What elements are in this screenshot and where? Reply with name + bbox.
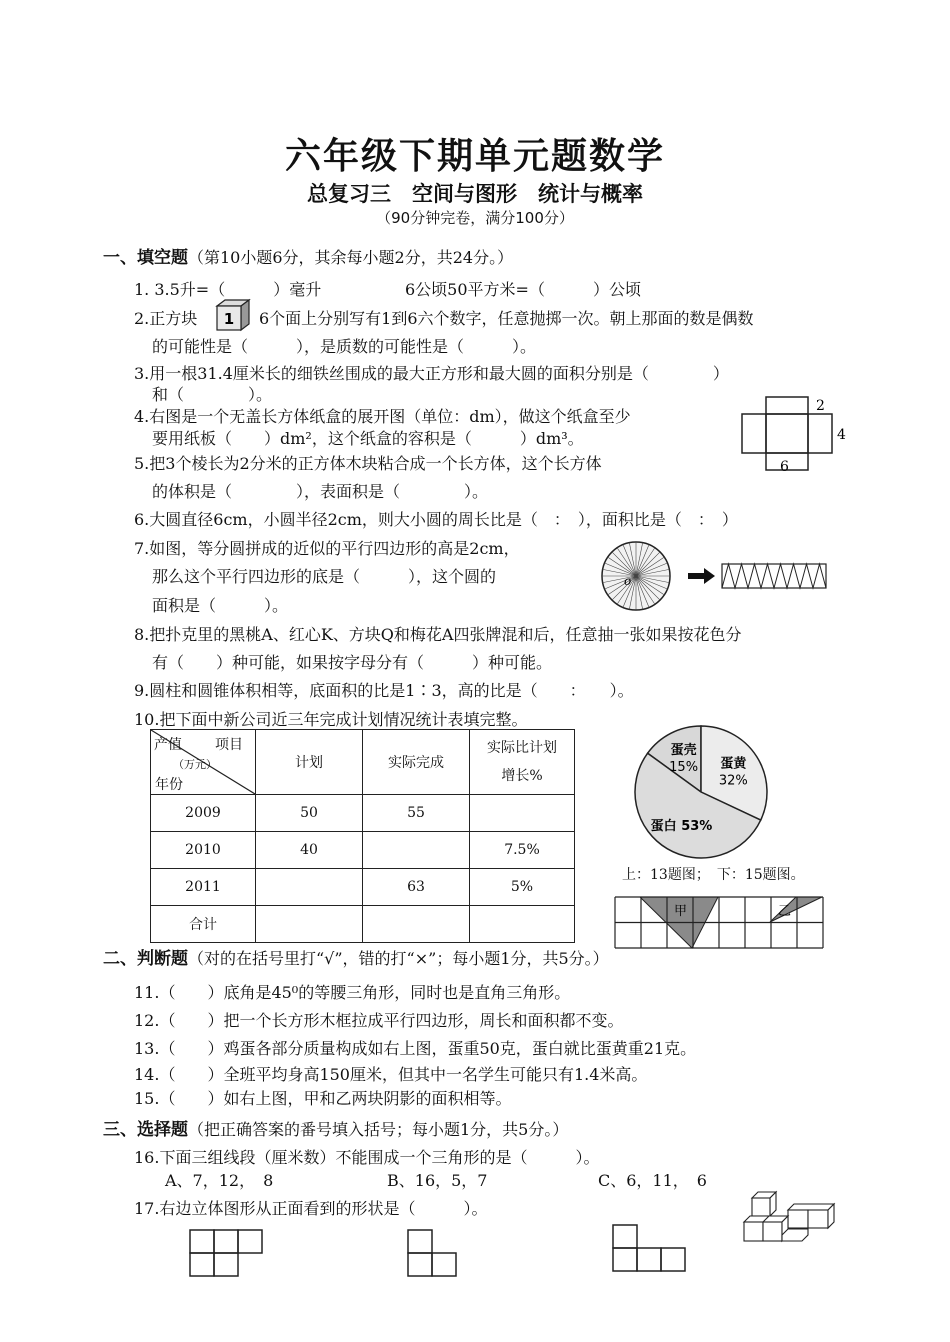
question-16: 16.下面三组线段（厘米数）不能围成一个三角形的是（ ）。 <box>134 1148 600 1167</box>
cell-plan <box>256 869 363 906</box>
cell-year: 2009 <box>151 795 256 832</box>
statistics-table <box>150 729 575 943</box>
question-2c: 的可能性是（ ），是质数的可能性是（ ）。 <box>152 337 537 356</box>
pie-label-1: 蛋黄 32% <box>718 756 748 789</box>
cell-growth <box>470 906 575 943</box>
cell-actual <box>363 832 470 869</box>
header-growth-line1: 实际比计划 <box>487 740 557 756</box>
figure-caption: 上：13题图； 下：15题图。 <box>622 867 805 883</box>
net-label-4: 4 <box>837 427 846 443</box>
question-8a: 8.把扑克里的黑桃A、红心K、方块Q和梅花A四张牌混和后，任意抽一张如果按花色分 <box>134 625 742 644</box>
corner-value: 产值 <box>154 737 182 753</box>
section3-title <box>103 1115 568 1140</box>
egg-pie-chart <box>628 724 774 860</box>
view-option-c <box>612 1224 688 1274</box>
circle-parallelogram-figure <box>600 540 832 612</box>
cell-growth: 5% <box>470 869 575 906</box>
section3-heading: 三、选择题 <box>103 1120 188 1140</box>
question-17: 17.右边立体图形从正面看到的形状是（ ）。 <box>134 1199 488 1218</box>
question-13: 13.（ ）鸡蛋各部分质量构成如右上图，蛋重50克，蛋白就比蛋黄重21克。 <box>134 1039 697 1058</box>
header-growth <box>470 730 575 795</box>
question-11: 11.（ ）底角是45⁰的等腰三角形，同时也是直角三角形。 <box>134 983 571 1002</box>
grid-label-jia: 甲 <box>674 904 688 919</box>
net-label-2: 2 <box>816 398 825 414</box>
section1-instruction: （第10小题6分，其余每小题2分，共24分。） <box>188 248 514 267</box>
cube-icon <box>214 298 256 330</box>
option-16b: B、16，5，7 <box>387 1171 488 1190</box>
question-8b: 有（ ）种可能，如果按字母分有（ ）种可能。 <box>152 653 553 672</box>
cube-face-label: 1 <box>223 310 235 328</box>
question-3b: 和（ ）。 <box>152 385 273 404</box>
table-corner-cell <box>151 730 256 795</box>
pie-label-2: 蛋白 53% <box>650 818 713 834</box>
cell-plan: 40 <box>256 832 363 869</box>
header-growth-line2: 增长% <box>501 768 543 784</box>
cell-actual: 63 <box>363 869 470 906</box>
header-plan: 计划 <box>256 730 363 795</box>
question-12: 12.（ ）把一个长方形木框拉成平行四边形，周长和面积都不变。 <box>134 1011 624 1030</box>
view-option-b <box>407 1229 459 1279</box>
question-5b: 的体积是（ ），表面积是（ ）。 <box>152 482 489 501</box>
question-2a: 2.正方块 <box>134 309 198 328</box>
section1-title <box>103 243 513 268</box>
page-subtitle: 总复习三 空间与图形 统计与概率 <box>307 182 643 206</box>
section2-heading: 二、判断题 <box>103 949 188 969</box>
section2-instruction: （对的在括号里打“√”，错的打“×”；每小题1分，共5分。） <box>188 949 609 968</box>
view-option-a <box>189 1229 265 1279</box>
cell-year: 合计 <box>151 906 256 943</box>
question-4a: 4.右图是一个无盖长方体纸盒的展开图（单位：dm），做这个纸盒至少 <box>134 407 631 426</box>
question-10: 10.把下面中新公司近三年完成计划情况统计表填完整。 <box>134 710 528 729</box>
table-row <box>151 795 575 832</box>
question-2b: 6个面上分别写有1到6六个数字，任意抛掷一次。朝上那面的数是偶数 <box>259 309 754 328</box>
corner-unit: （万元） <box>173 758 217 771</box>
table-row <box>151 869 575 906</box>
cell-plan <box>256 906 363 943</box>
question-14: 14.（ ）全班平均身高150厘米，但其中一名学生可能只有1.4米高。 <box>134 1065 648 1084</box>
cell-year: 2010 <box>151 832 256 869</box>
page-title: 六年级下期单元题数学 <box>284 136 665 177</box>
question-1b: 6公顷50平方米=（ ）公顷 <box>405 280 641 299</box>
option-16a: A、7，12， 8 <box>165 1171 274 1190</box>
question-7c: 面积是（ ）。 <box>152 596 289 615</box>
grid-label-yi: 乙 <box>778 904 792 919</box>
question-7b: 那么这个平行四边形的底是（ ），这个圆的 <box>152 567 497 586</box>
question-3a: 3.用一根31.4厘米长的细铁丝围成的最大正方形和最大圆的面积分别是（ ） <box>134 364 729 383</box>
net-label-6: 6 <box>780 459 789 475</box>
question-9: 9.圆柱和圆锥体积相等，底面积的比是1∶3，高的比是（ ： ）。 <box>134 681 634 700</box>
pie-label-0: 蛋壳 15% <box>669 742 699 775</box>
table-row <box>151 906 575 943</box>
cube-stack-figure <box>740 1190 842 1254</box>
cell-year: 2011 <box>151 869 256 906</box>
question-15: 15.（ ）如右上图，甲和乙两块阴影的面积相等。 <box>134 1089 512 1108</box>
question-1a: 1. 3.5升=（ ）毫升 <box>134 280 322 299</box>
box-net-figure <box>740 395 850 477</box>
cell-growth: 7.5% <box>470 832 575 869</box>
corner-year: 年份 <box>155 777 183 793</box>
cell-plan: 50 <box>256 795 363 832</box>
question-6: 6.大圆直径6cm，小圆半径2cm，则大小圆的周长比是（ ： ），面积比是（ ： ） <box>134 510 738 529</box>
circle-center-label: o <box>624 574 632 588</box>
section3-instruction: （把正确答案的番号填入括号；每小题1分，共5分。） <box>188 1120 569 1139</box>
cell-growth <box>470 795 575 832</box>
section1-heading: 一、填空题 <box>103 248 188 268</box>
option-16c: C、6，11， 6 <box>598 1171 707 1190</box>
shaded-grid-figure <box>614 895 828 951</box>
exam-note: （90分钟完卷，满分100分） <box>376 209 574 227</box>
table-row <box>151 832 575 869</box>
question-7a: 7.如图，等分圆拼成的近似的平行四边形的高是2cm， <box>134 539 520 558</box>
question-4b: 要用纸板（ ）dm²，这个纸盒的容积是（ ）dm³。 <box>152 429 584 448</box>
corner-project: 项目 <box>215 737 243 753</box>
section2-title <box>103 944 609 969</box>
cell-actual: 55 <box>363 795 470 832</box>
header-actual: 实际完成 <box>363 730 470 795</box>
question-5a: 5.把3个棱长为2分米的正方体木块粘合成一个长方体，这个长方体 <box>134 454 602 473</box>
cell-actual <box>363 906 470 943</box>
